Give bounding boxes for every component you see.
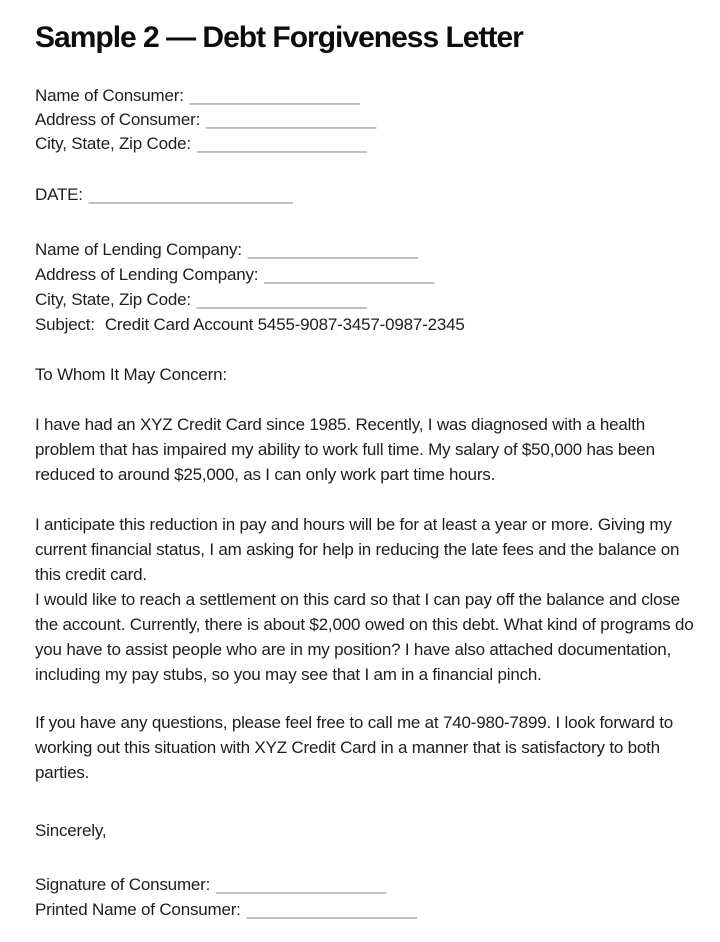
body-paragraph-3: I would like to reach a settlement on this card so that I can pay off the balance and close the account. Currently, there is about $2,000 owed on this debt. What kind of programs do you have to assist people who are in my position? I have also attached documentation, including my pay stubs, so you may see that I am in a financial pinch. [35, 590, 694, 684]
printed-name-of-consumer-label: Printed Name of Consumer: [35, 900, 241, 919]
printed-name-of-consumer-blank-line: ____________________ [246, 900, 416, 919]
field-row-name-of-lending-company [35, 237, 694, 262]
signature-of-consumer-label: Signature of Consumer: [35, 875, 211, 894]
address-of-lending-company-label: Address of Lending Company: [35, 265, 259, 284]
name-of-lending-company-blank-line: ____________________ [247, 240, 417, 259]
field-row-printed-name-of-consumer [35, 897, 694, 922]
body-paragraph-1: I have had an XYZ Credit Card since 1985. Recently, I was diagnosed with a health problem that has impaired my ability to work full time. My salary of $50,000 has been reduced to around $25,000, as I can only work part time hours. [35, 415, 655, 484]
field-row-address-of-consumer [35, 108, 694, 132]
field-row-lender-city-state-zip [35, 287, 694, 312]
field-row-name-of-consumer [35, 84, 694, 108]
field-row-date [35, 183, 694, 207]
date-label: DATE: [35, 185, 83, 204]
salutation: To Whom It May Concern: [35, 365, 227, 384]
lender-info-block [35, 237, 694, 337]
consumer-info-block [35, 84, 694, 156]
lender-city-state-zip-label: City, State, Zip Code: [35, 290, 191, 309]
consumer-city-state-zip-blank-line: ____________________ [196, 134, 366, 153]
date-blank-line: ________________________ [88, 185, 292, 204]
lender-city-state-zip-blank-line: ____________________ [196, 290, 366, 309]
field-row-consumer-city-state-zip [35, 132, 694, 156]
page-title: Sample 2 — Debt Forgiveness Letter [35, 21, 523, 54]
closing-signature-block [35, 872, 694, 922]
signature-of-consumer-blank-line: ____________________ [216, 875, 386, 894]
address-of-consumer-blank-line: ____________________ [206, 110, 376, 129]
consumer-city-state-zip-label: City, State, Zip Code: [35, 134, 191, 153]
name-of-consumer-label: Name of Consumer: [35, 86, 184, 105]
name-of-lending-company-label: Name of Lending Company: [35, 240, 242, 259]
signoff: Sincerely, [35, 821, 107, 840]
field-row-address-of-lending-company [35, 262, 694, 287]
address-of-consumer-label: Address of Consumer: [35, 110, 201, 129]
body-paragraph-2: I anticipate this reduction in pay and hours will be for at least a year or more. Giving my current financial status, I am asking for help in reducing the late fees and the balance on this credit card. [35, 515, 680, 584]
field-row-signature-of-consumer [35, 872, 694, 897]
subject-value: Credit Card Account 5455-9087-3457-0987-2345 [104, 315, 465, 334]
subject-label: Subject: [35, 315, 95, 334]
body-paragraph-4: If you have any questions, please feel free to call me at 740-980-7899. I look forward to working out this situation with XYZ Credit Card in a manner that is satisfactory to both parties. [35, 713, 674, 782]
body-paragraph-group [35, 512, 694, 687]
address-of-lending-company-blank-line: ____________________ [264, 265, 434, 284]
subject-line [35, 312, 694, 337]
name-of-consumer-blank-line: ____________________ [189, 86, 359, 105]
